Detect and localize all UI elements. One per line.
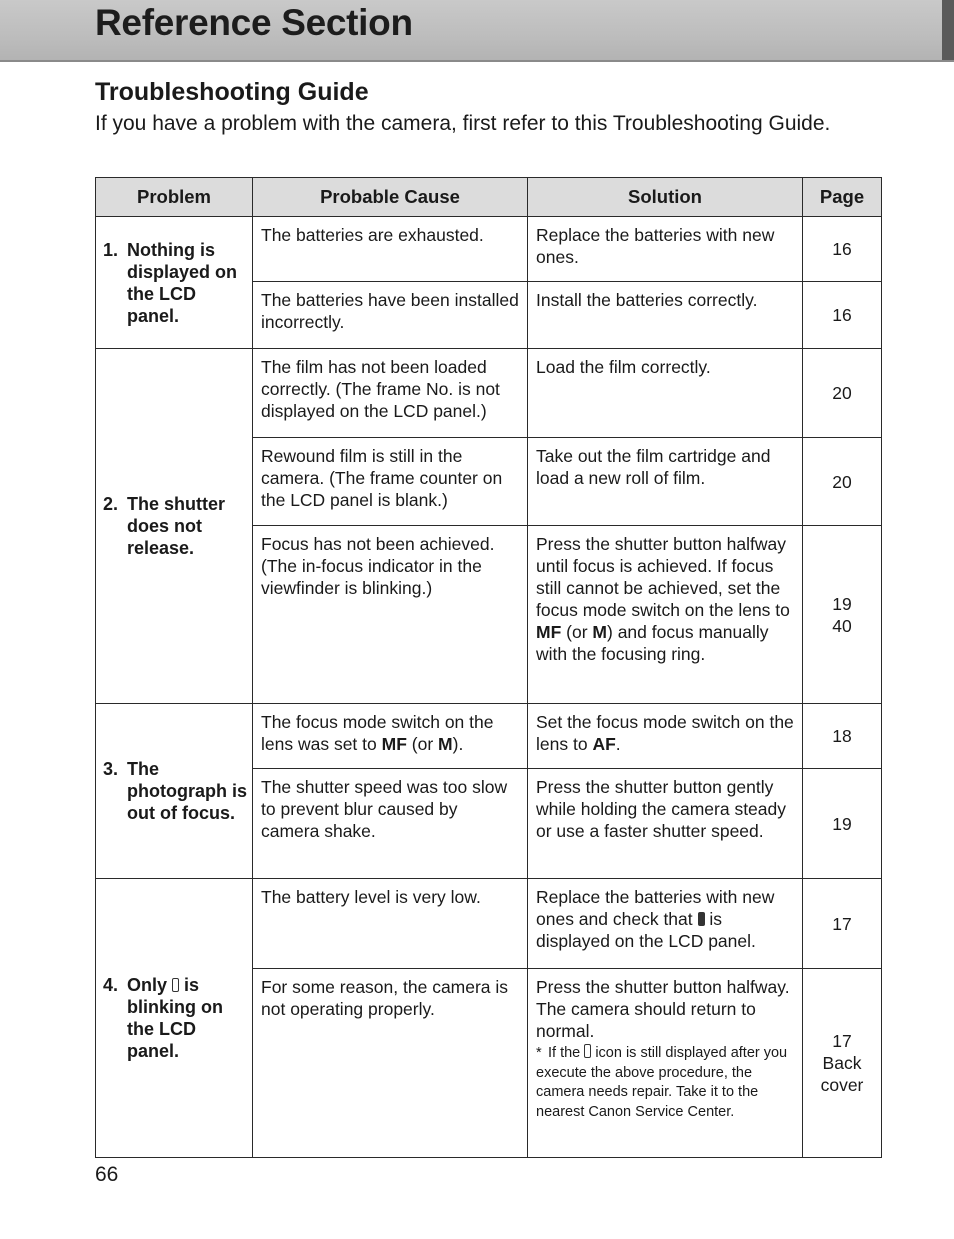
battery-full-icon: [698, 912, 705, 926]
note-asterisk: *: [536, 1045, 542, 1061]
solution-cell: Replace the batteries with new ones.: [528, 217, 803, 282]
troubleshooting-table: [95, 177, 882, 1158]
cause-cell: The batteries have been installed incorrectly.: [253, 282, 528, 349]
section-title: Reference Section: [95, 2, 413, 43]
solution-cell: Press the shutter button gently while holding the camera steady or use a faster shutter speed.: [528, 769, 803, 879]
cause-text: The focus mode switch on the lens was set to: [261, 712, 494, 754]
solution-text: is displayed on the LCD panel.: [536, 909, 756, 951]
cause-cell: [253, 704, 528, 769]
problem-cell: [96, 879, 253, 1158]
note-text: icon is still displayed after you execute the above procedure, the camera needs repair. Take it to the nearest Canon Service Center.: [536, 1045, 788, 1120]
page-cell: 20: [803, 438, 882, 526]
problem-label: Only: [127, 975, 168, 995]
header-problem: Problem: [96, 178, 253, 217]
page-ref: 19: [832, 593, 852, 614]
problem-label: The shutter does not release.: [127, 494, 226, 558]
page-cell: 16: [803, 282, 882, 349]
cause-cell: Rewound film is still in the camera. (The frame counter on the LCD panel is blank.): [253, 438, 528, 526]
page-title: Troubleshooting Guide: [95, 78, 369, 106]
intro-text: If you have a problem with the camera, first refer to this Troubleshooting Guide.: [95, 112, 831, 135]
solution-text: ) and focus manually with the focusing ring.: [536, 622, 769, 664]
header-cause: Probable Cause: [253, 178, 528, 217]
cause-cell: For some reason, the camera is not operating properly.: [253, 969, 528, 1158]
table-row: [96, 349, 882, 438]
page-cell: [803, 969, 882, 1158]
solution-cell: [528, 704, 803, 769]
problem-number: 1.: [103, 239, 119, 260]
solution-text: (or: [566, 622, 588, 642]
page-cell: [803, 526, 882, 704]
page-number: 66: [95, 1163, 119, 1186]
problem-label: The photograph is out of focus.: [127, 759, 247, 823]
header-solution: Solution: [528, 178, 803, 217]
solution-cell: [528, 526, 803, 704]
solution-cell: Take out the film cartridge and load a new roll of film.: [528, 438, 803, 526]
page-cell: 16: [803, 217, 882, 282]
battery-empty-icon: [584, 1044, 591, 1058]
solution-text: Press the shutter button halfway until focus is achieved. If focus still cannot be achieved, set the focus mode switch on the lens to: [536, 534, 790, 620]
cause-cell: The battery level is very low.: [253, 879, 528, 969]
cause-cell: The film has not been loaded correctly. (The frame No. is not displayed on the LCD panel.): [253, 349, 528, 438]
page-ref: cover: [820, 1075, 864, 1095]
solution-text: .: [615, 734, 621, 754]
page-cell: 18: [803, 704, 882, 769]
problem-number: 2.: [103, 494, 119, 514]
mf-text: MF: [381, 734, 407, 754]
table-header-row: [96, 178, 882, 217]
header-page: Page: [803, 178, 882, 217]
solution-text: Press the shutter button halfway. The camera should return to normal.: [536, 977, 790, 1041]
table-row: [96, 704, 882, 769]
solution-cell: Install the batteries correctly.: [528, 282, 803, 349]
cause-cell: Focus has not been achieved. (The in-focus indicator in the viewfinder is blinking.): [253, 526, 528, 704]
page-ref: Back: [822, 1053, 862, 1073]
solution-cell: [528, 879, 803, 969]
page-ref: 40: [832, 615, 852, 636]
table-row: [96, 879, 882, 969]
problem-label: Nothing is displayed on the LCD panel.: [127, 239, 238, 326]
solution-cell: Load the film correctly.: [528, 349, 803, 438]
cause-cell: The shutter speed was too slow to prevent blur caused by camera shake.: [253, 769, 528, 879]
problem-number: 3.: [103, 759, 119, 779]
problem-cell: [96, 349, 253, 704]
page-ref: 17: [832, 1031, 852, 1051]
solution-cell: [528, 969, 803, 1158]
af-text: AF: [592, 734, 616, 754]
problem-label: is blinking on the LCD panel.: [127, 975, 223, 1061]
mf-text: MF: [536, 622, 562, 642]
problem-cell: [96, 217, 253, 349]
banner-edge: [942, 0, 954, 60]
problem-number: 4.: [103, 975, 119, 995]
note-text: If the: [548, 1045, 581, 1061]
page-cell: 17: [803, 879, 882, 969]
solution-text: Replace the batteries with new ones and check that: [536, 887, 775, 929]
solution-text: Set the focus mode switch on the lens to: [536, 712, 794, 754]
repair-note: [536, 1044, 795, 1122]
battery-empty-icon: [172, 978, 179, 992]
cause-text: ).: [452, 734, 464, 754]
cause-text: (or: [411, 734, 434, 754]
m-text: M: [438, 734, 453, 754]
table-row: [96, 217, 882, 282]
page-cell: 20: [803, 349, 882, 438]
section-banner: [0, 0, 954, 62]
cause-cell: The batteries are exhausted.: [253, 217, 528, 282]
problem-cell: [96, 704, 253, 879]
page-cell: 19: [803, 769, 882, 879]
m-text: M: [592, 622, 607, 642]
